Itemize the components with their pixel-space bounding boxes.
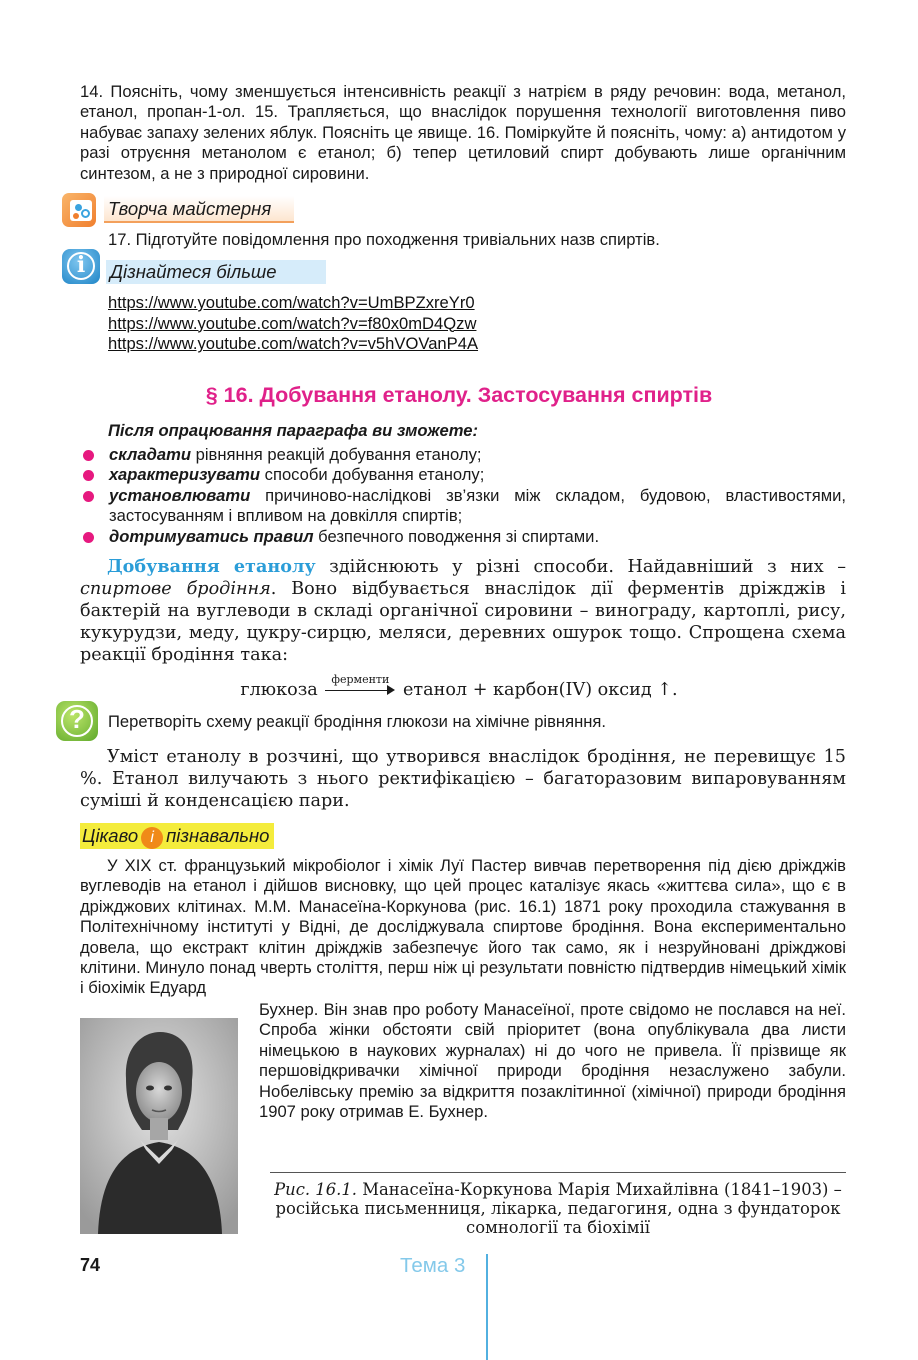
youtube-link-3[interactable]: https://www.youtube.com/watch?v=v5hVOVanP4A [108, 334, 479, 354]
term-fermentation: спиртове бродіння [80, 579, 271, 599]
link-list [108, 293, 478, 355]
questions-text: 14. Поясніть, чому зменшується інтенсивність реакції з натрієм в ряду речовин: вода, метанол, етанол, пропан-1-ол. 15. Трапляється, що внаслідок порушення технології виготовлення пиво набуває запаху зелених яблук. Поясніть це явище. 16. Поміркуйте й поясніть, чому: а) антидотом у разі отруєння метанолом є етанол; б) тепер цетиловий спирт добувають лише органічним синтезом, а не з природної сировини. [80, 82, 846, 183]
reaction-arrow-icon [323, 673, 397, 698]
caption-divider [270, 1172, 846, 1173]
learn-more-title: Дізнайтеся більше [106, 260, 326, 284]
reaction-scheme [0, 673, 918, 701]
palette-icon [62, 193, 96, 227]
page-number: 74 [80, 1255, 101, 1275]
info-icon: i [62, 249, 100, 284]
story-text-right: Бухнер. Він знав про роботу Манасеїної, проте свідомо не послався на неї. Спроба жінки обстояти свій пріоритет (вона опублікувала два листи німецькою в наукових журналах) ні до чого не привела. Її прізвище як першовідкривачки хімічної природи бродіння незаслужено забули. Нобелівську премію за відкриття позаклітинної (хімічної) природи бродіння 1907 року отримав Е. Бухнер. [259, 1000, 846, 1122]
list-item: установлювати причиново-наслідкові зв’язки між складом, будовою, властивостями, застосуванням і впливом на довкілля спиртів; [80, 486, 846, 527]
footer-divider [486, 1254, 488, 1360]
objectives-list [80, 445, 846, 547]
scheme-reactant: глюкоза [240, 680, 318, 700]
list-item: характеризувати способи добування етанолу; [80, 465, 846, 485]
interesting-title: Цікаво і пізнавально [80, 823, 274, 849]
objectives-intro: Після опрацювання параграфа ви зможете: [108, 421, 479, 440]
story-text-top: У ХІХ ст. французький мікробіолог і хімік Луї Пастер вивчав перетворення під дією дріжджів вуглеводів на етанол і дійшов висновку, що цей процес каталізує якась «життєва сила», що є в дріжджових клітинах. М.М. Манасеїна-Коркунова (рис. 16.1) 1871 року проходила стажування в Політехнічному інституті у Відні, де досліджувала спиртове бродіння. Вона експериментально довела, що екстракт клітин дріжджів забезпечує його так само, як і незруйновані дріжджові клітини. Минуло понад чверть століття, перш ніж ці результати повністю підтвердив німецький хімік і біохімік Едуард [80, 856, 846, 998]
figure-caption: Рис. 16.1. Манасеїна-Коркунова Марія Михайлівна (1841–1903) – російська письменниця, лікарка, педагогиня, одна з фундаторок сомнології та біохімії [274, 1180, 842, 1237]
list-item: складати рівняння реакцій добування етанолу; [80, 445, 846, 465]
question-prompt: Перетворіть схему реакції бродіння глюкози на хімічне рівняння. [108, 712, 606, 731]
creative-workshop-title: Творча майстерня [104, 196, 294, 223]
section-heading: § 16. Добування етанолу. Застосування спиртів [205, 383, 713, 407]
youtube-link-2[interactable]: https://www.youtube.com/watch?v=f80x0mD4Qzw [108, 313, 477, 333]
topic-label: Тема 3 [400, 1254, 466, 1277]
portrait-photo [80, 1018, 238, 1234]
info-badge-icon: і [141, 827, 163, 849]
task-17: 17. Підготуйте повідомлення про походження тривіальних назв спиртів. [108, 230, 660, 249]
scheme-products: етанол + карбон(IV) оксид ↑. [402, 680, 678, 700]
bullet-icon [83, 491, 94, 502]
bullet-icon [83, 450, 94, 461]
ethanol-production-paragraph: Добування етанолу здійснюють у різні способи. Найдавніший з них – спиртове бродіння. Воно відбувається внаслідок дії ферментів дріжджів і бактерій на вуглеводи в складі органічної сировини – винограду, картоплі, рису, кукурудзи, меду, цукру-сирцю, меляси, деревних ошурок тощо. Спрощена схема реакції бродіння така: [80, 556, 846, 665]
question-icon: ? [56, 701, 98, 741]
arrow-label: ферменти [331, 673, 390, 686]
bullet-icon [83, 532, 94, 543]
ethanol-content-paragraph: Уміст етанолу в розчині, що утворився внаслідок бродіння, не перевищує 15 %. Етанол вилучають з нього ректифікацією – багаторазовим випаровуванням суміші й конденсацією пари. [80, 747, 846, 811]
youtube-link-1[interactable]: https://www.youtube.com/watch?v=UmBPZxreYr0 [108, 293, 475, 312]
list-item: дотримуватись правил безпечного поводження зі спиртами. [80, 527, 846, 547]
bullet-icon [83, 470, 94, 481]
term-ethanol-production: Добування етанолу [107, 556, 316, 577]
